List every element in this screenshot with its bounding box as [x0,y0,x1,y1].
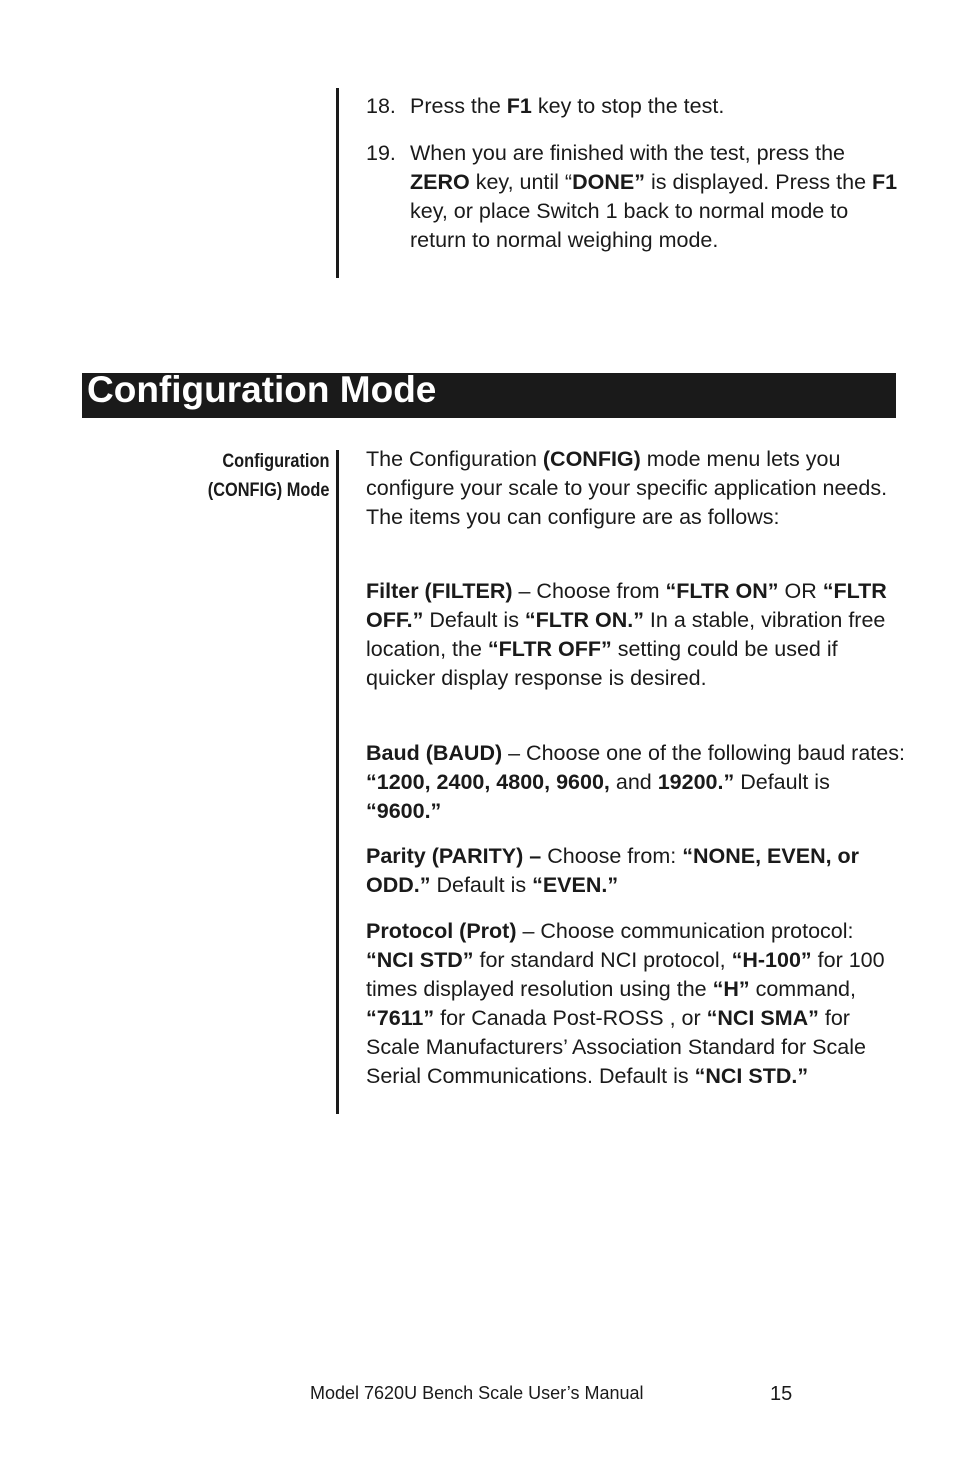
side-heading-line-1: Configuration [221,451,329,472]
step-text: When you are finished with the test, press the ZERO key, until “DONE” is displayed. Press the F1 key, or place Switch 1 back to normal mode to return to normal weighing mode. [410,141,898,252]
step-18 [366,92,906,121]
section-heading-band [82,369,896,418]
step-number: 18. [366,94,396,118]
step-number: 19. [366,141,396,165]
side-heading-line-2: (CONFIG) Mode [207,480,329,501]
protocol-paragraph: Protocol (Prot) – Choose communication protocol: “NCI STD” for standard NCI protocol, “H-100” for 100 times displayed resolution using the “H” command, “7611” for Canada Post-ROSS , or “NCI SMA” for Scale Manufacturers’ Association Standard for Scale Serial Communications. Default is “NCI STD.” [366,919,885,1088]
step-19 [366,139,906,255]
page-number: 15 [770,1383,793,1405]
footer-manual-title: Model 7620U Bench Scale User’s Manual [310,1383,644,1403]
filter-paragraph: Filter (FILTER) – Choose from “FLTR ON” OR “FLTR OFF.” Default is “FLTR ON.” In a stable, vibration free location, the “FLTR OFF” setting could be used if quicker display response is desired. [366,579,887,690]
baud-paragraph: Baud (BAUD) – Choose one of the following baud rates: “1200, 2400, 4800, 9600, and 19200.” Default is “9600.” [366,741,905,823]
step-text: Press the F1 key to stop the test. [410,94,725,118]
side-heading [207,447,329,505]
section-margin-rule [336,450,339,1114]
steps-margin-rule [336,88,339,278]
parity-paragraph: Parity (PARITY) – Choose from: “NONE, EVEN, or ODD.” Default is “EVEN.” [366,844,860,897]
intro-paragraph: The Configuration (CONFIG) mode menu lets you configure your scale to your specific application needs. The items you can configure are as follows: [366,447,888,529]
section-title: Configuration Mode [87,369,437,410]
